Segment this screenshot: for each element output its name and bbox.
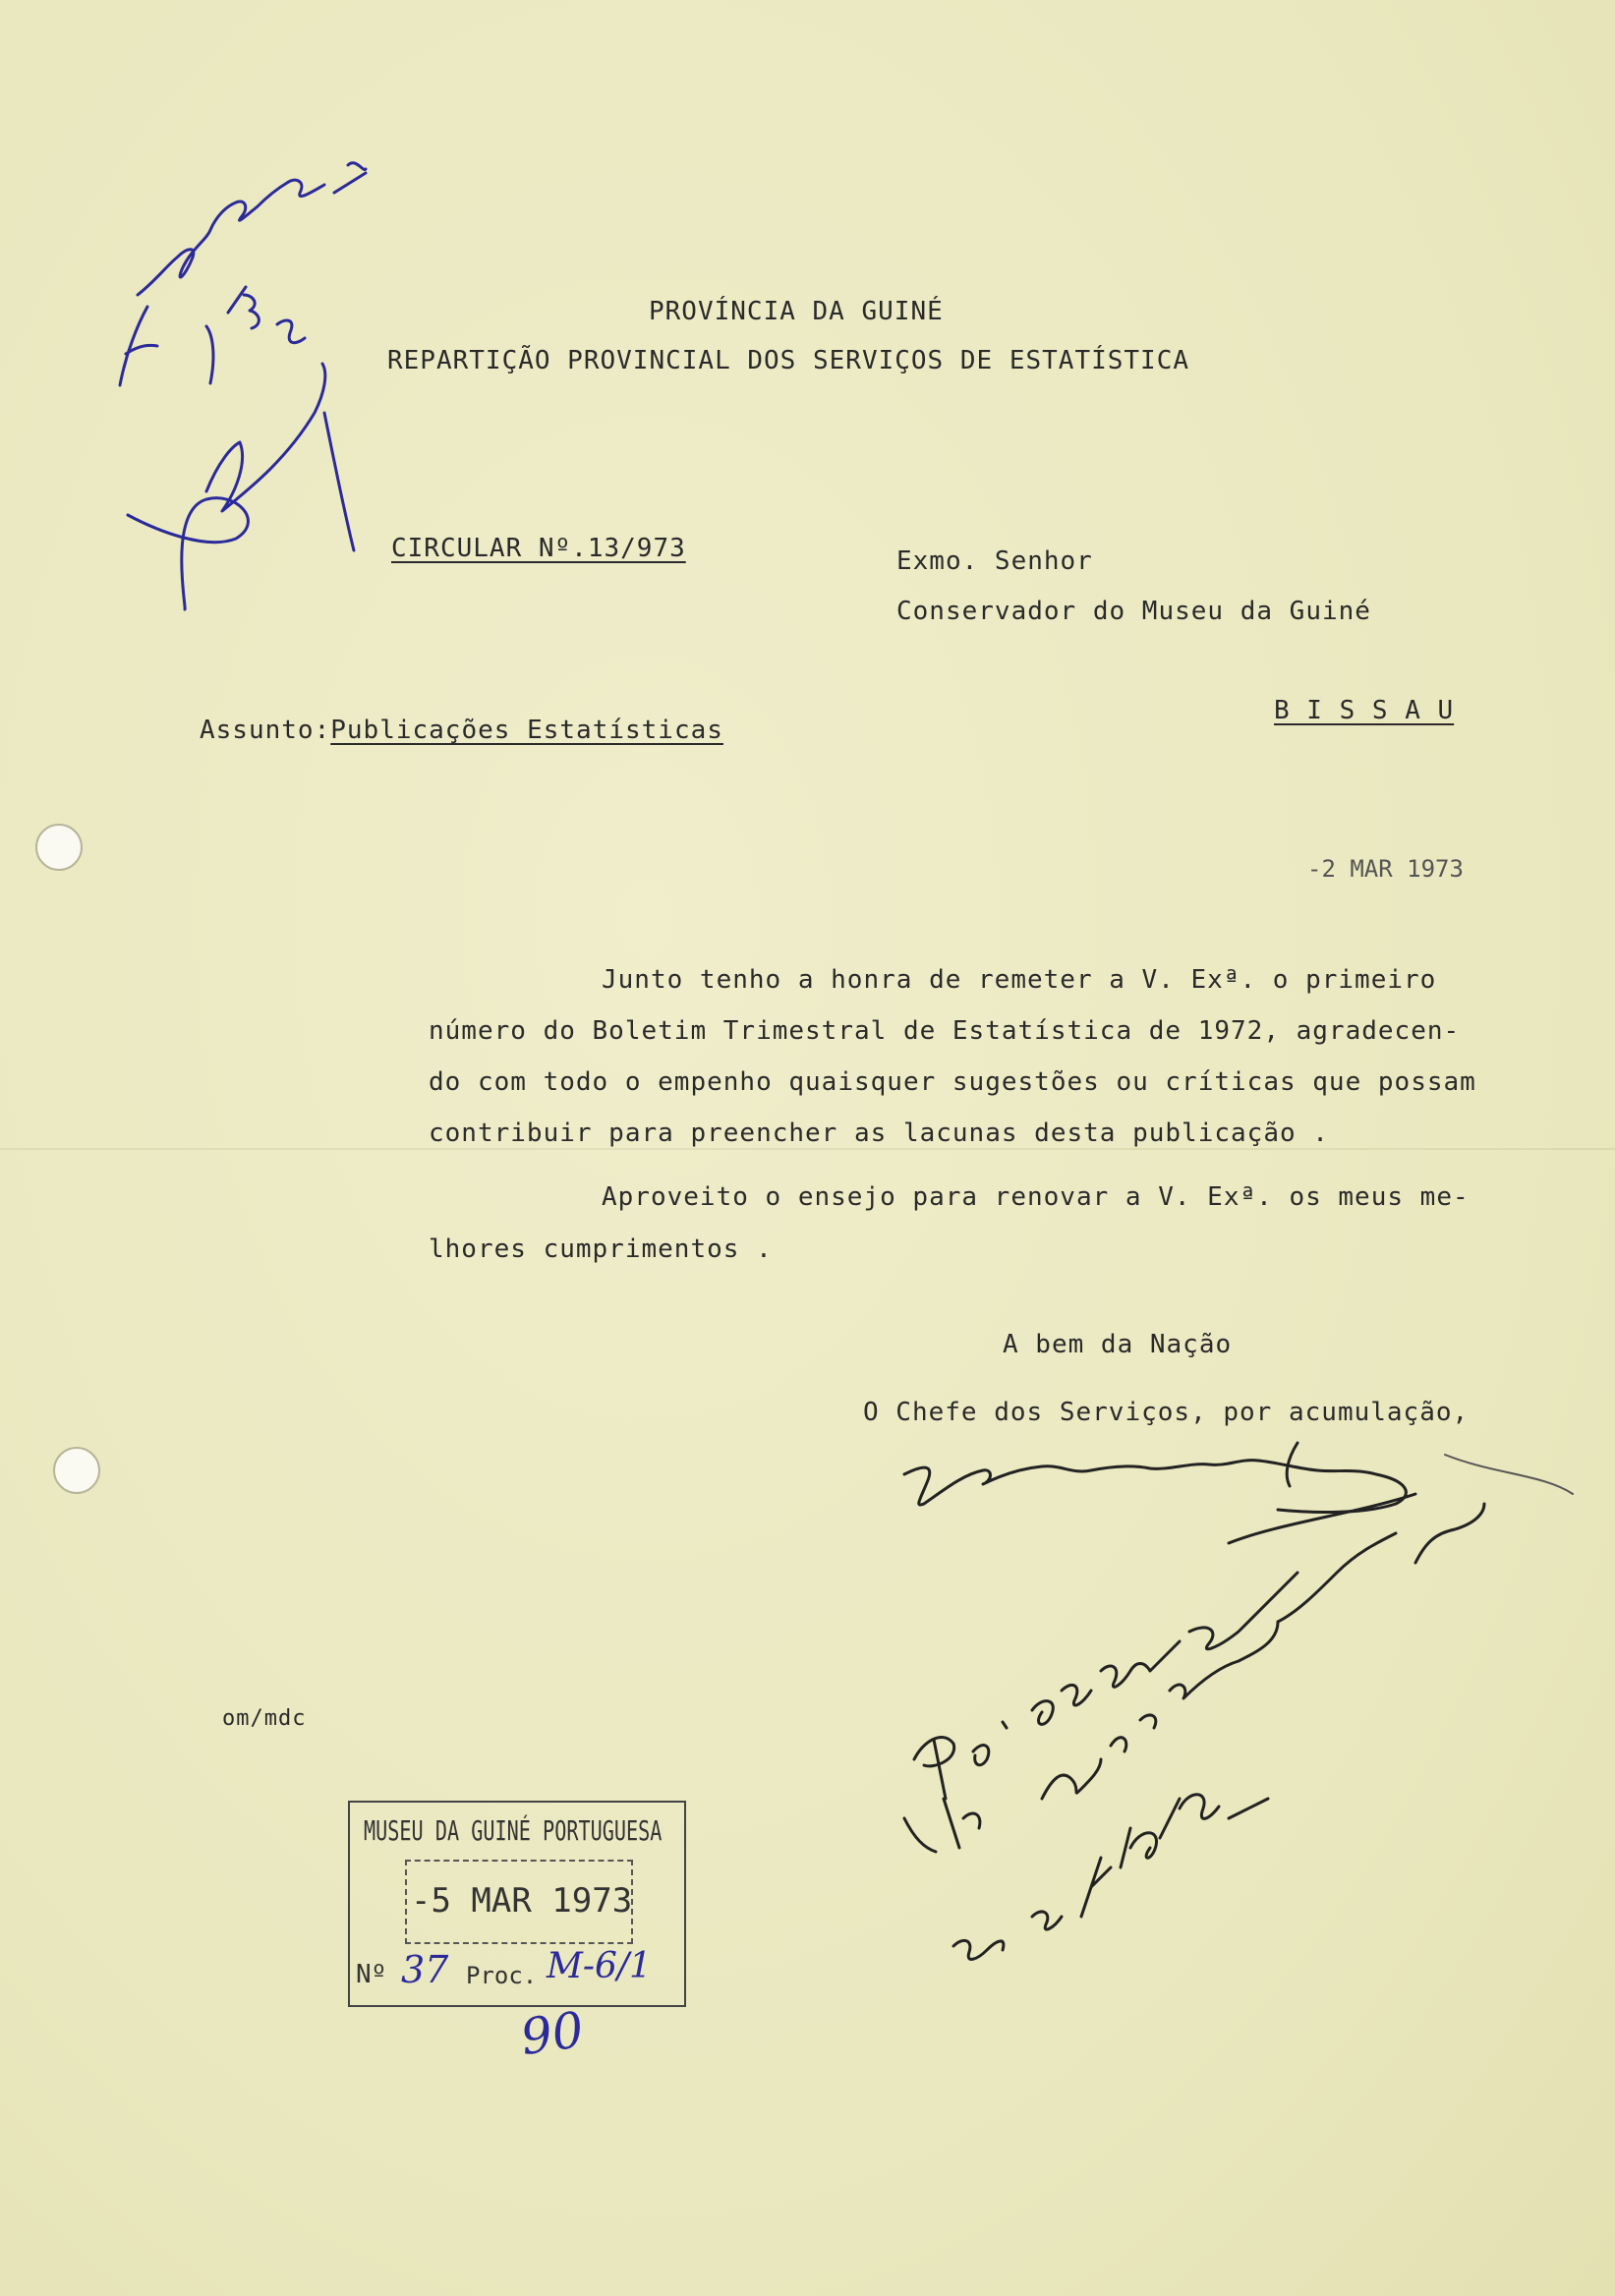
typist-initials: om/mdc bbox=[222, 1706, 307, 1731]
stamp-process-value: M-6/1 bbox=[547, 1946, 652, 1986]
addressee-title: Conservador do Museu da Guiné bbox=[896, 597, 1371, 626]
body-p1-line1: Junto tenho a honra de remeter a V. Exª. o primeiro bbox=[602, 965, 1437, 995]
circular-number: CIRCULAR Nº.13/973 bbox=[391, 534, 686, 563]
bottom-right-handwritten-note bbox=[904, 1504, 1484, 1959]
body-p1-line2: número do Boletim Trimestral de Estatística de 1972, agradecen- bbox=[429, 1016, 1461, 1046]
subject-value: Publicações Estatísticas bbox=[330, 716, 723, 745]
stamp-handnote: 90 bbox=[517, 2000, 588, 2067]
body-p1-line4: contribuir para preencher as lacunas desta publicação . bbox=[429, 1119, 1329, 1148]
body-p2-line1: Aproveito o ensejo para renovar a V. Exª. os meus me- bbox=[602, 1182, 1470, 1212]
date-stamp: -2 MAR 1973 bbox=[1307, 855, 1464, 883]
header-department: REPARTIÇÃO PROVINCIAL DOS SERVIÇOS DE ESTATÍSTICA bbox=[387, 346, 1190, 375]
stamp-number-label: Nº bbox=[356, 1960, 387, 1989]
top-left-handwritten-note bbox=[120, 163, 366, 609]
body-p2-line2: lhores cumprimentos . bbox=[429, 1234, 773, 1264]
chief-signature bbox=[904, 1443, 1573, 1543]
body-p1-line3: do com todo o empenho quaisquer sugestões ou críticas que possam bbox=[429, 1067, 1476, 1097]
header-province: PROVÍNCIA DA GUINÉ bbox=[649, 297, 944, 326]
addressee-city: B I S S A U bbox=[1274, 696, 1455, 725]
stamp-date: -5 MAR 1973 bbox=[411, 1881, 633, 1921]
stamp-number-value: 37 bbox=[401, 1948, 449, 1991]
closing-line2: O Chefe dos Serviços, por acumulação, bbox=[863, 1398, 1470, 1427]
stamp-process-label: Proc. bbox=[466, 1962, 538, 1989]
stamp-museum-name: MUSEU DA GUINÉ PORTUGUESA bbox=[364, 1814, 663, 1847]
closing-line1: A bem da Nação bbox=[1003, 1330, 1233, 1359]
addressee-salutation: Exmo. Senhor bbox=[896, 546, 1093, 576]
subject-label: Assunto: bbox=[200, 716, 331, 745]
